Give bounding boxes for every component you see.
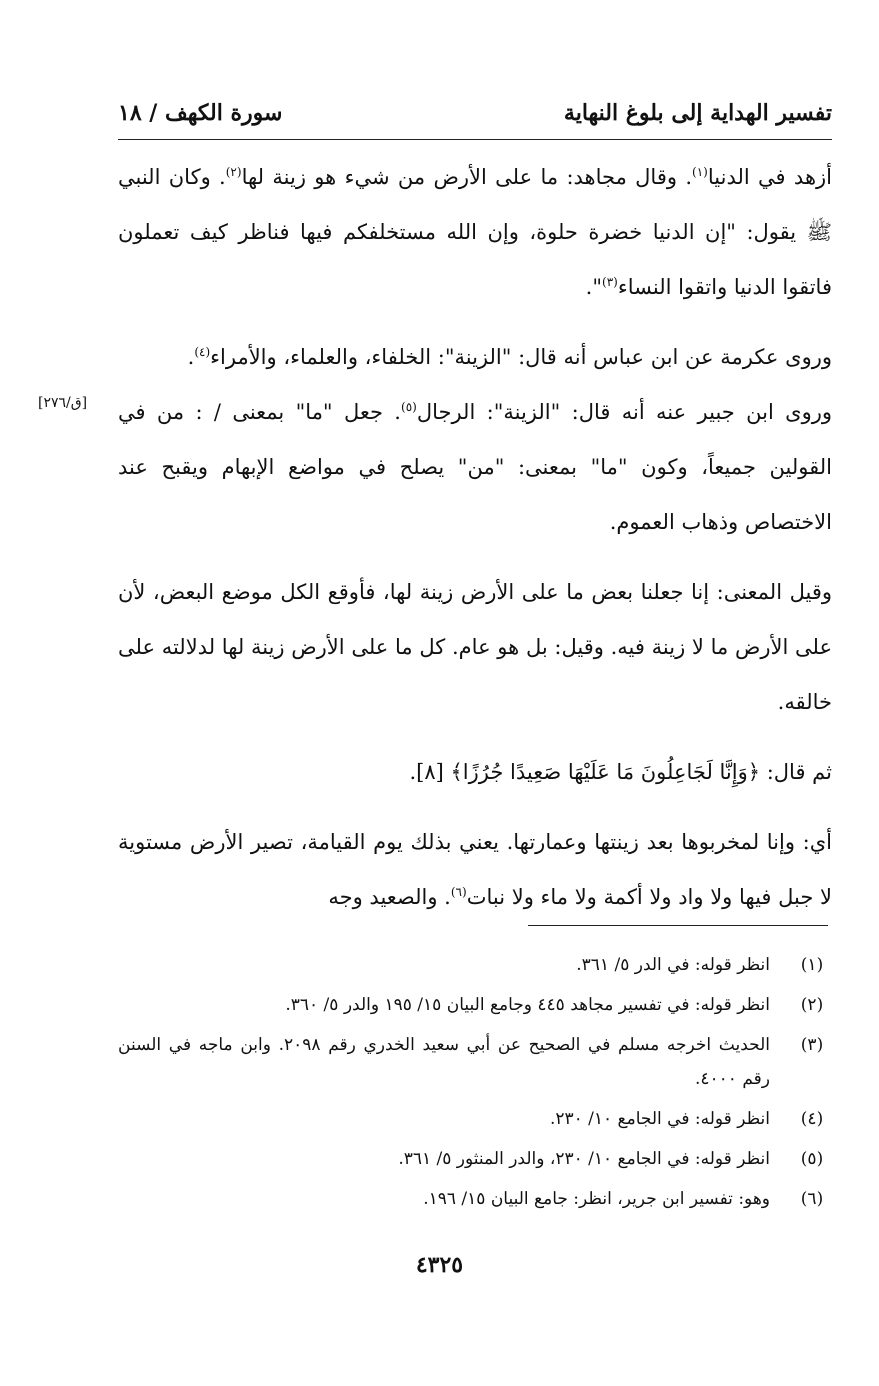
paragraph-4: وقيل المعنى: إنا جعلنا بعض ما على الأرض زينة لها، فأوقع الكل موضع البعض، لأن على الأرض ما لا زينة فيه. وقيل: بل هو عام. كل ما على الأرض زينة لها لدلالته على خالقه. — [118, 580, 832, 714]
footnote-5 — [118, 1142, 832, 1176]
footnote-ref-2[interactable]: (٢) — [225, 165, 242, 179]
footnote-3 — [118, 1028, 832, 1096]
footnote-2 — [118, 988, 832, 1022]
footnote-ref-4[interactable]: (٤) — [194, 345, 211, 359]
footnote-4 — [118, 1102, 832, 1136]
quran-verse-line: ثم قال: ﴿وَإِنَّا لَجَاعِلُونَ مَا عَلَيْهَا صَعِيدًا جُرُزًا﴾ [٨]. — [409, 760, 832, 784]
paragraph-6: أي: وإنا لمخربوها بعد زينتها وعمارتها. يعني بذلك يوم القيامة، تصير الأرض مستوية لا جبل فيها ولا واد ولا أكمة ولا ماء ولا نبات$^{(٦)}$. والصعيد وجه — [118, 830, 832, 909]
footnote-divider — [528, 925, 828, 926]
paragraph-1: أزهد في الدنيا$^{(١)}$. وقال مجاهد: ما على الأرض من شيء هو زينة لها$^{(٢)}$. وكان النبي ﷺ يقول: "إن الدنيا خضرة حلوة، وإن الله مستخلفكم فيها فناظر كيف تعملون فاتقوا الدنيا واتقوا النساء$^{(٣)}$". — [118, 165, 832, 299]
footnote-number: (١) — [800, 955, 824, 975]
footnotes — [118, 948, 832, 1222]
footnote-text: انظر قوله: في الجامع ١٠/ ٢٣٠، والدر المنثور ٥/ ٣٦١. — [398, 1149, 770, 1169]
page-number: ٤٣٢٥ — [415, 1252, 464, 1278]
footnote-number: (٦) — [800, 1189, 824, 1209]
running-header — [118, 96, 832, 136]
footnote-1 — [118, 948, 832, 982]
paragraph-2: وروى عكرمة عن ابن عباس أنه قال: "الزينة": الخلفاء، والعلماء، والأمراء$^{(٤)}$. — [187, 345, 832, 369]
footnote-number: (٤) — [800, 1109, 824, 1129]
manuscript-folio-note: [ق/٢٧٦] — [38, 395, 88, 411]
paragraph-3: وروى ابن جبير عنه أنه قال: "الزينة": الرجال$^{(٥)}$. جعل "ما" بمعنى / : من في القولين جميعاً، وكون "ما" بمعنى: "من" يصلح في مواضع الإبهام ويقبح عند الاختصاص وذهاب العموم. — [118, 400, 832, 534]
footnote-text: الحديث اخرجه مسلم في الصحيح عن أبي سعيد الخدري رقم ٢٠٩٨. وابن ماجه في السنن رقم ٤٠٠٠. — [118, 1035, 770, 1089]
header-divider — [118, 139, 832, 140]
footnote-6 — [118, 1182, 832, 1216]
surah-label: سورة الكهف / ١٨ — [118, 100, 283, 126]
footnote-ref-5[interactable]: (٥) — [401, 400, 417, 414]
footnote-text: انظر قوله: في تفسير مجاهد ٤٤٥ وجامع البيان ١٥/ ١٩٥ والدر ٥/ ٣٦٠. — [285, 995, 770, 1015]
footnote-text: وهو: تفسير ابن جرير، انظر: جامع البيان ١٥/ ١٩٦. — [423, 1189, 770, 1209]
footnote-ref-6[interactable]: (٦) — [450, 885, 467, 899]
book-title: تفسير الهداية إلى بلوغ النهاية — [563, 100, 832, 126]
footnote-number: (٢) — [800, 995, 824, 1015]
footnote-text: انظر قوله: في الجامع ١٠/ ٢٣٠. — [549, 1109, 770, 1129]
footnote-ref-3[interactable]: (٣) — [602, 275, 618, 289]
main-text — [118, 150, 832, 940]
footnote-text: انظر قوله: في الدر ٥/ ٣٦١. — [576, 955, 770, 975]
footnote-ref-1[interactable]: (١) — [692, 165, 708, 179]
footnote-number: (٣) — [800, 1035, 824, 1055]
footnote-number: (٥) — [800, 1149, 824, 1169]
